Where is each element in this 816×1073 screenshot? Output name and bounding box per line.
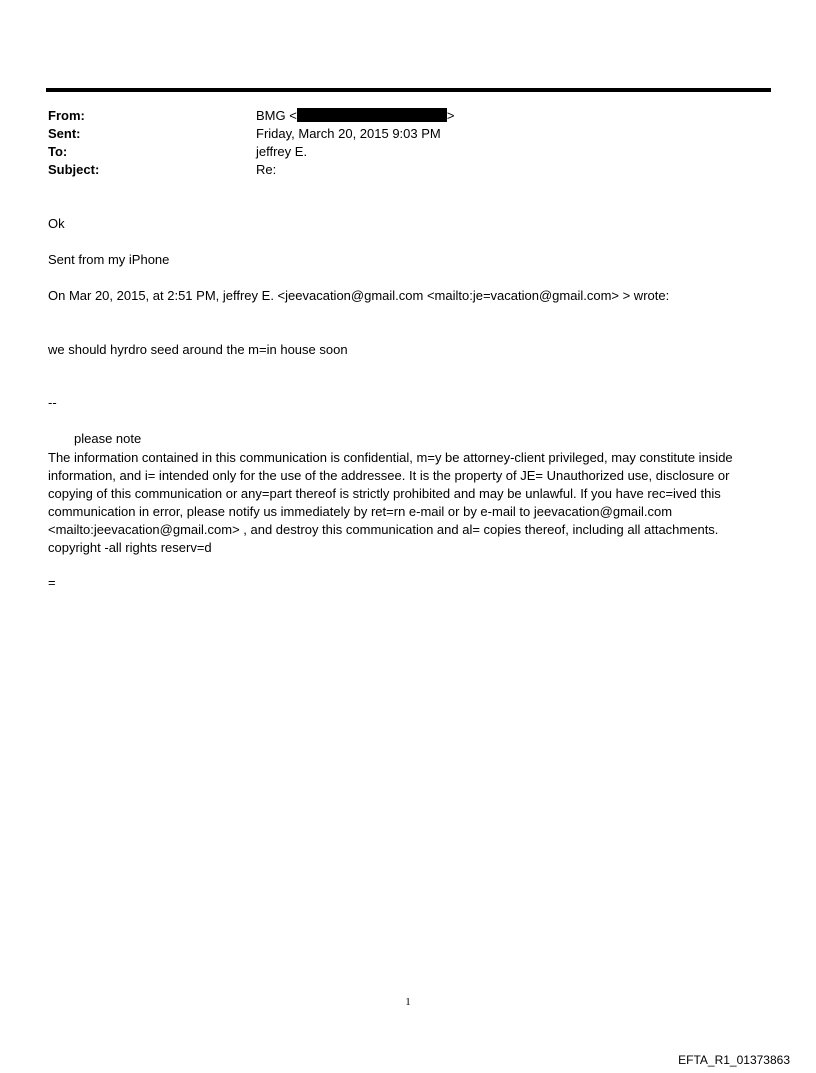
page-number: 1: [405, 996, 411, 1008]
email-header: [48, 107, 748, 179]
quoted-message: we should hyrdro seed around the m=in house soon: [48, 342, 348, 357]
reply-text: Ok: [48, 216, 65, 231]
signature-text: Sent from my iPhone: [48, 252, 170, 267]
to-label: To:: [48, 144, 68, 159]
from-label: From:: [48, 108, 85, 123]
from-row: [48, 107, 748, 125]
from-value-prefix: BMG <: [256, 108, 297, 123]
subject-row: [48, 161, 748, 179]
header-rule: [46, 88, 771, 92]
redaction-bar: [297, 108, 447, 122]
please-note: please note: [74, 431, 142, 446]
sent-value: Friday, March 20, 2015 9:03 PM: [256, 126, 441, 141]
subject-value: Re:: [256, 162, 277, 177]
sent-row: [48, 125, 748, 143]
signature-separator: --: [48, 395, 57, 410]
from-value: [256, 107, 454, 125]
to-row: [48, 143, 748, 161]
subject-label: Subject:: [48, 162, 100, 177]
disclaimer-text: The information contained in this communication is confidential, m=y be attorney-client privileged, may constitute inside information, and i= intended only for the use of the addressee. It is the property of JE= Unauthorized use, disclosure or copying of this communication or any=part thereof is strictly prohibited and may be unlawful. If you have rec=ived this communication in error, please notify us immediately by ret=rn e-mail or by e-mail to jeevacation@gmail.com <mailto:jeevacation@gmail.com> , and destroy this communication and al= copies thereof, including all attachments. copyright -all rights reserv=d: [48, 450, 733, 555]
to-value: jeffrey E.: [256, 144, 308, 159]
quote-intro: On Mar 20, 2015, at 2:51 PM, jeffrey E. <jeevacation@gmail.com <mailto:je=vacation@gmail.com> > wrote:: [48, 288, 670, 303]
trailing-char: =: [48, 575, 56, 590]
document-id: EFTA_R1_01373863: [678, 1053, 790, 1067]
from-value-suffix: >: [446, 108, 455, 123]
sent-label: Sent:: [48, 126, 81, 141]
